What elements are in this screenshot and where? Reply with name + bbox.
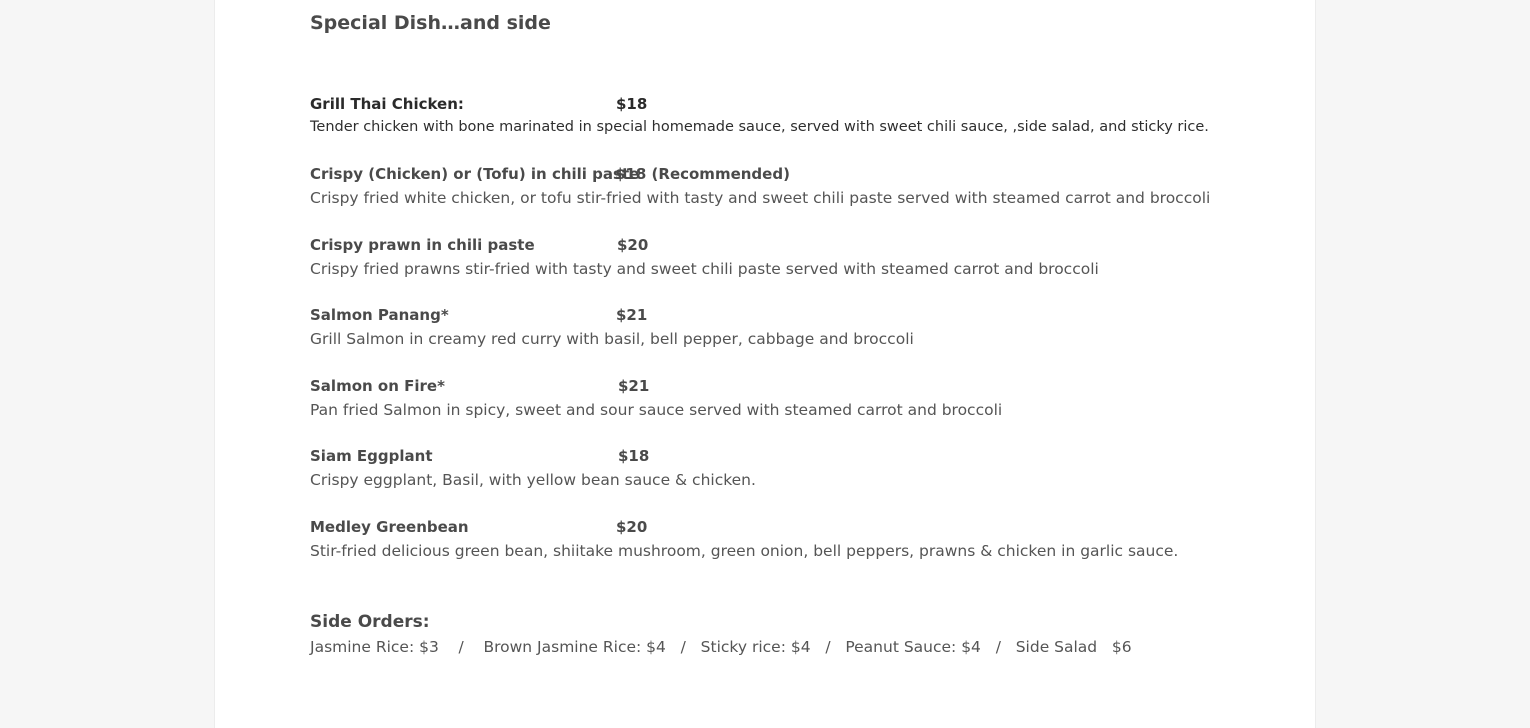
dish-header (310, 518, 1300, 542)
section-title: Special Dish…and side (310, 12, 551, 34)
dish-description: Stir-fried delicious green bean, shiitake mushroom, green onion, bell peppers, prawns & chicken in garlic sauce. (310, 542, 1179, 560)
dish-price: $20 (617, 236, 649, 254)
dish-header (310, 377, 1300, 401)
side-orders-list: Jasmine Rice: $3 / Brown Jasmine Rice: $4 / Sticky rice: $4 / Peanut Sauce: $4 / Side Salad $6 (310, 638, 1132, 656)
dish-header (310, 165, 1300, 189)
dish-header (310, 447, 1300, 471)
dish-price: $18 (616, 95, 648, 113)
dish-name: Siam Eggplant (310, 447, 433, 465)
dish-price: $21 (616, 306, 648, 324)
dish-description: Crispy eggplant, Basil, with yellow bean sauce & chicken. (310, 471, 756, 489)
dish-item (310, 236, 1300, 278)
dish-name: Salmon on Fire* (310, 377, 445, 395)
dish-name: Crispy prawn in chili paste (310, 236, 535, 254)
dish-header (310, 236, 1300, 260)
dish-name: Grill Thai Chicken: (310, 95, 464, 113)
dish-item (310, 95, 1300, 135)
dish-item (310, 165, 1300, 207)
dish-name: Medley Greenbean (310, 518, 469, 536)
dish-description: Tender chicken with bone marinated in special homemade sauce, served with sweet chili sauce, ,side salad, and sticky rice. (310, 119, 1209, 135)
dish-price: $18 (Recommended) (615, 165, 790, 183)
dish-header (310, 95, 1300, 119)
dish-description: Pan fried Salmon in spicy, sweet and sour sauce served with steamed carrot and broccoli (310, 401, 1003, 419)
dish-price: $18 (618, 447, 650, 465)
dish-name: Salmon Panang* (310, 306, 449, 324)
dish-header (310, 306, 1300, 330)
dish-item (310, 518, 1300, 560)
dish-price: $21 (618, 377, 650, 395)
menu-page (214, 0, 1316, 728)
dish-item (310, 447, 1300, 489)
side-orders-title: Side Orders: (310, 612, 430, 632)
dish-name: Crispy (Chicken) or (Tofu) in chili paste (310, 165, 640, 183)
dish-item (310, 377, 1300, 419)
dish-description: Crispy fried white chicken, or tofu stir-fried with tasty and sweet chili paste served with steamed carrot and broccoli (310, 189, 1211, 207)
dish-description: Grill Salmon in creamy red curry with basil, bell pepper, cabbage and broccoli (310, 330, 914, 348)
dish-description: Crispy fried prawns stir-fried with tasty and sweet chili paste served with steamed carrot and broccoli (310, 260, 1099, 278)
dish-item (310, 306, 1300, 348)
dish-price: $20 (616, 518, 648, 536)
